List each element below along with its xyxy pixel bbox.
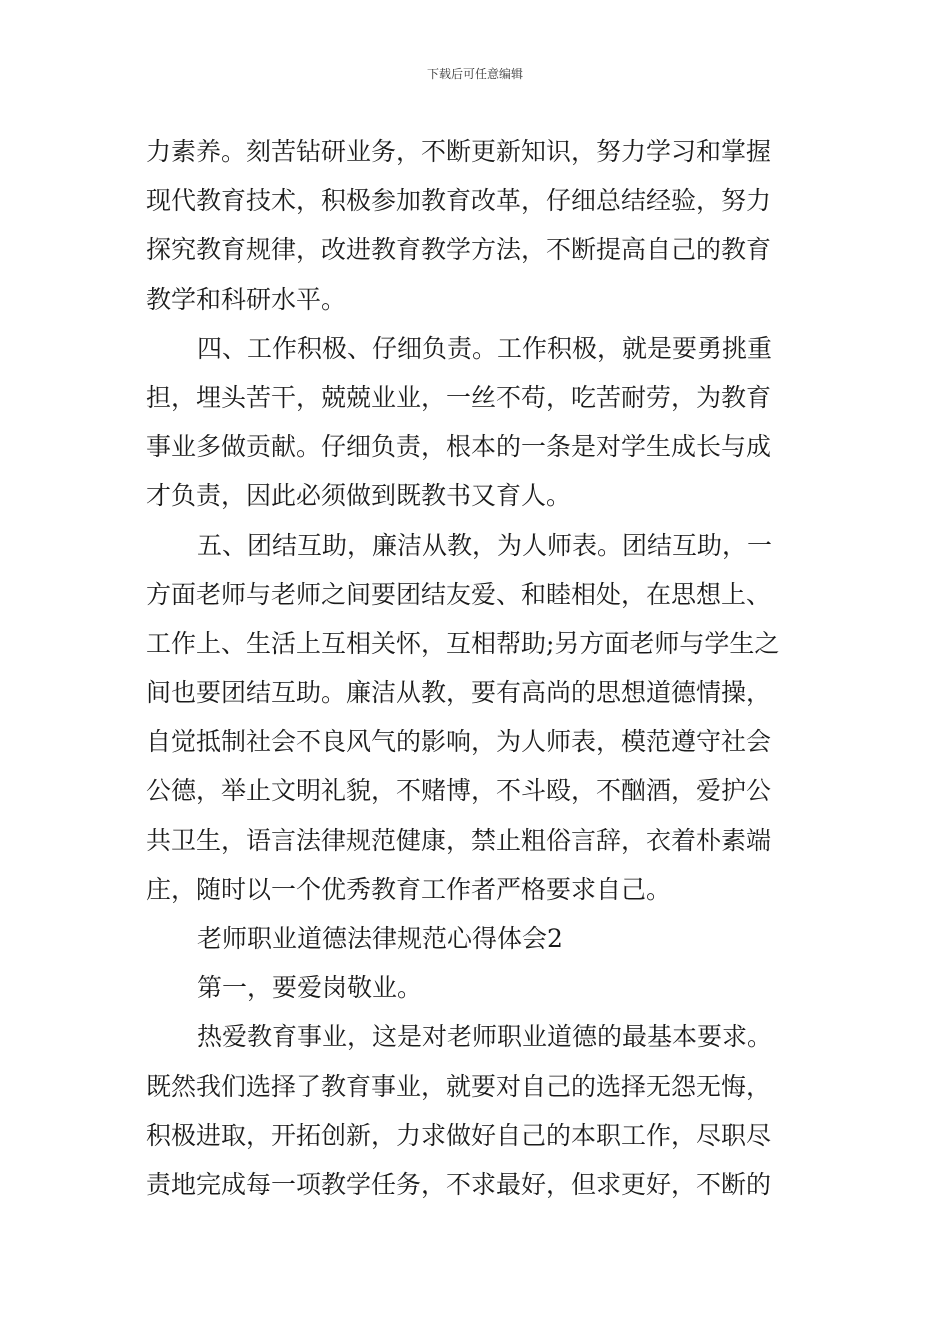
text-line: 共卫生，语言法律规范健康，禁止粗俗言辞，衣着朴素端 — [146, 825, 772, 855]
text-line: 探究教育规律，改进教育教学方法，不断提高自己的教育 — [146, 235, 772, 265]
page-header: 下载后可任意编辑 — [426, 67, 523, 81]
text-line: 间也要团结互助。廉洁从教，要有高尚的思想道德情操， — [146, 678, 772, 708]
text-line: 积极进取，开拓创新，力求做好自己的本职工作，尽职尽 — [146, 1120, 772, 1150]
text-line: 庄，随时以一个优秀教育工作者严格要求自己。 — [146, 874, 672, 904]
text-line: 自觉抵制社会不良风气的影响，为人师表，模范遵守社会 — [146, 727, 772, 757]
text-line: 热爱教育事业，这是对老师职业道德的最基本要求。 — [197, 1022, 773, 1052]
document-body — [146, 127, 806, 1209]
text-line: 才负责，因此必须做到既教书又育人。 — [146, 481, 572, 511]
text-line: 既然我们选择了教育事业，就要对自己的选择无怨无悔， — [146, 1071, 772, 1101]
text-line: 现代教育技术，积极参加教育改革，仔细总结经验，努力 — [146, 186, 772, 216]
text-line: 第一，要爱岗敬业。 — [197, 973, 423, 1003]
text-line: 公德，举止文明礼貌，不赌博，不斗殴，不酗酒，爱护公 — [146, 776, 772, 806]
text-line: 责地完成每一项教学任务，不求最好，但求更好，不断的 — [146, 1169, 772, 1199]
text-line: 工作上、生活上互相关怀，互相帮助;另方面老师与学生之 — [146, 628, 780, 658]
text-line: 教学和科研水平。 — [146, 284, 347, 314]
text-line: 担，埋头苦干，兢兢业业，一丝不苟，吃苦耐劳，为教育 — [146, 382, 772, 412]
text-line: 力素养。刻苦钻研业务，不断更新知识，努力学习和掌握 — [146, 137, 772, 166]
text-line: 四、工作积极、仔细负责。工作积极，就是要勇挑重 — [197, 333, 773, 363]
text-line: 事业多做贡献。仔细负责，根本的一条是对学生成长与成 — [146, 432, 772, 462]
text-line: 老师职业道德法律规范心得体会2 — [197, 924, 563, 953]
text-line: 五、团结互助，廉洁从教，为人师表。团结互助，一 — [197, 530, 773, 560]
text-line: 方面老师与老师之间要团结友爱、和睦相处，在思想上、 — [146, 579, 772, 609]
